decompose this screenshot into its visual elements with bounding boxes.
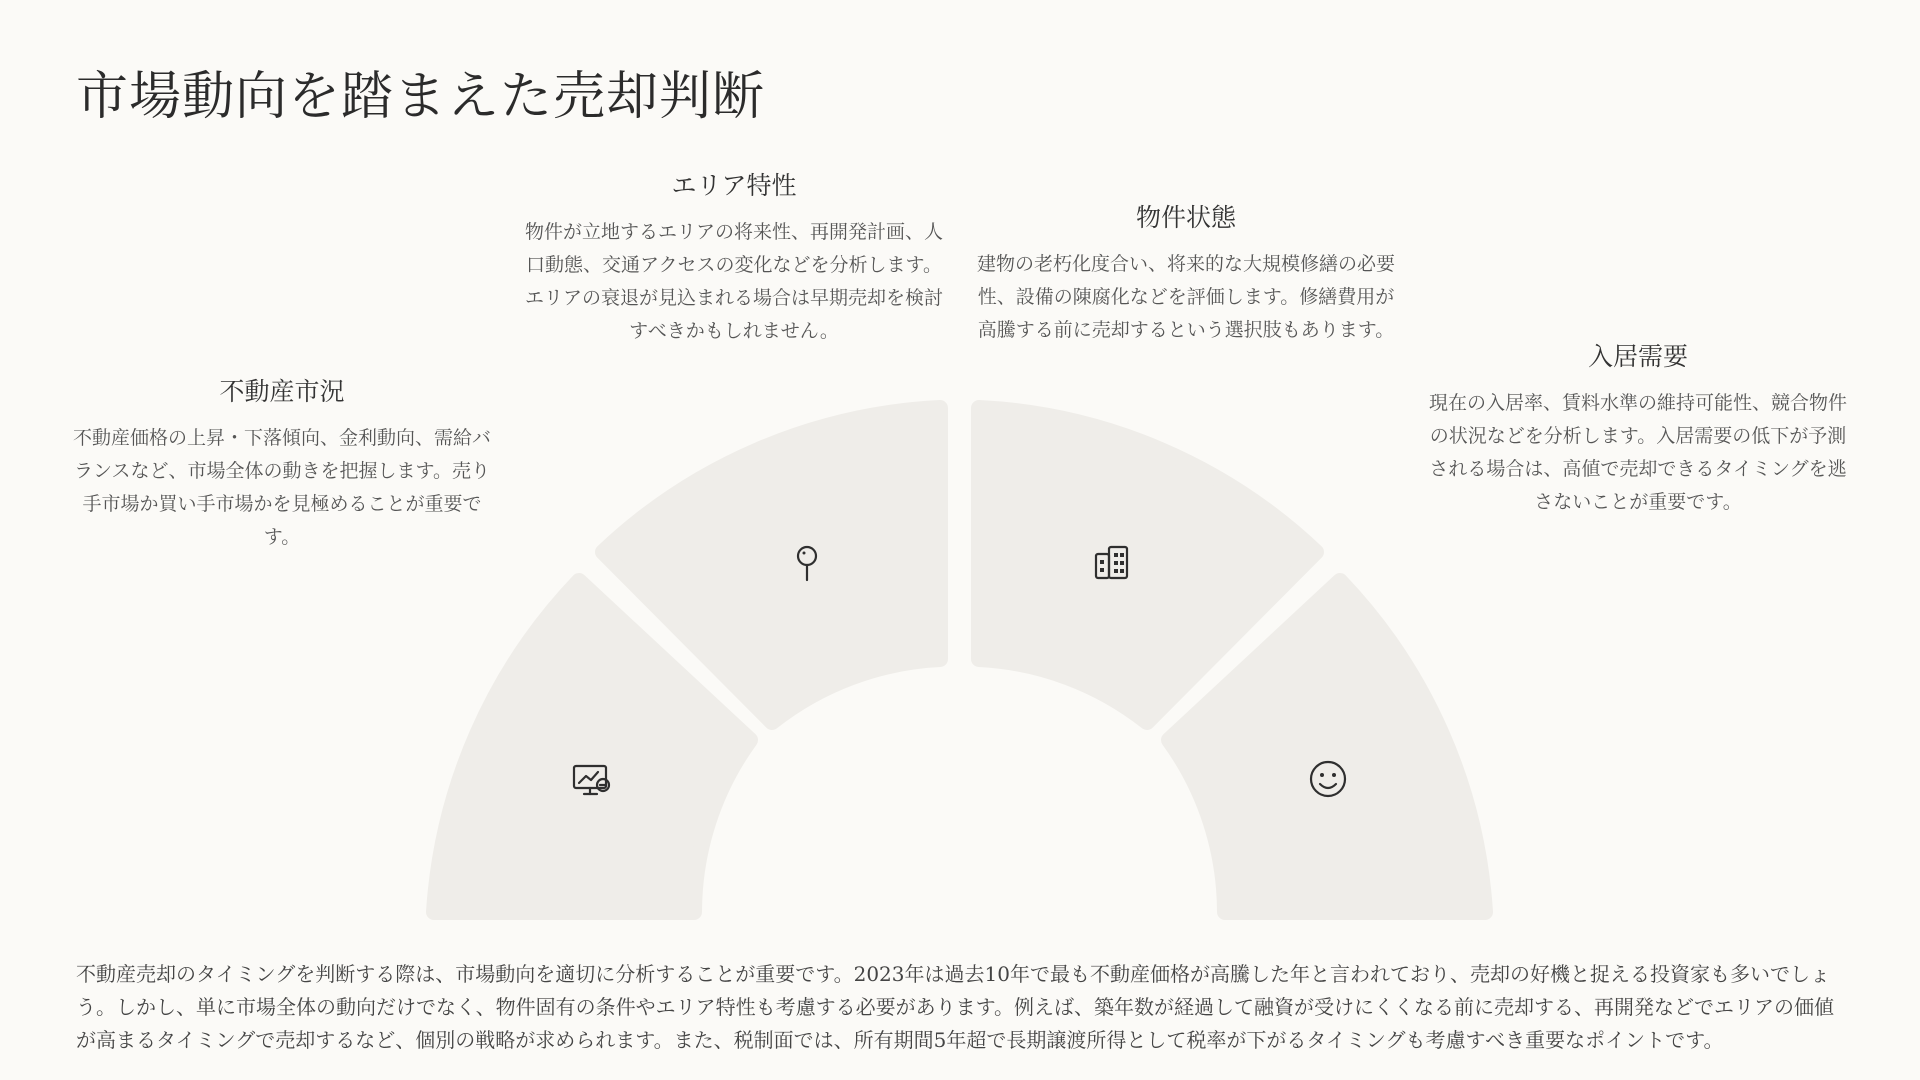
page-title: 市場動向を踏まえた売却判断 [76,67,766,127]
factor-title: エリア特性 [671,171,797,200]
factor-market [72,372,492,554]
factor-title: 物件状態 [1135,203,1236,232]
factor-property [976,198,1396,347]
summary-paragraph: 不動産売却のタイミングを判断する際は、市場動向を適切に分析することが重要です。2023年は過去10年で最も不動産価格が高騰した年と言われており、売却の好機と捉える投資家も多いでしょう。しかし、単に市場全体の動向だけでなく、物件固有の条件やエリア特性も考慮する必要があります。例えば、築年数が経過して融資が受けにくくなる前に売却する、再開発などでエリアの価値が高まるタイミングで売却するなど、個別の戦略が求められます。また、税制面では、所有期間5年超で長期譲渡所得として税率が下がるタイミングも考慮すべき重要なポイントです。 [76,962,1834,1052]
factor-description: 不動産価格の上昇・下落傾向、金利動向、需給バランスなど、市場全体の動きを把握します。売り手市場か買い手市場かを見極めることが重要です。 [72,427,491,548]
factor-demand [1428,337,1848,519]
factor-description: 建物の老朽化度合い、将来的な大規模修繕の必要性、設備の陳腐化などを評価します。修繕費用が高騰する前に売却するという選択肢もあります。 [976,253,1395,341]
factor-description: 物件が立地するエリアの将来性、再開発計画、人口動態、交通アクセスの変化などを分析します。エリアの衰退が見込まれる場合は早期売却を検討すべきかもしれません。 [524,221,943,342]
factor-title: 入居需要 [1587,342,1688,371]
factor-area [524,166,944,348]
factor-description: 現在の入居率、賃料水準の維持可能性、競合物件の状況などを分析します。入居需要の低下が予測される場合は、高値で売却できるタイミングを逃さないことが重要です。 [1428,392,1847,513]
factor-title: 不動産市況 [219,377,345,406]
